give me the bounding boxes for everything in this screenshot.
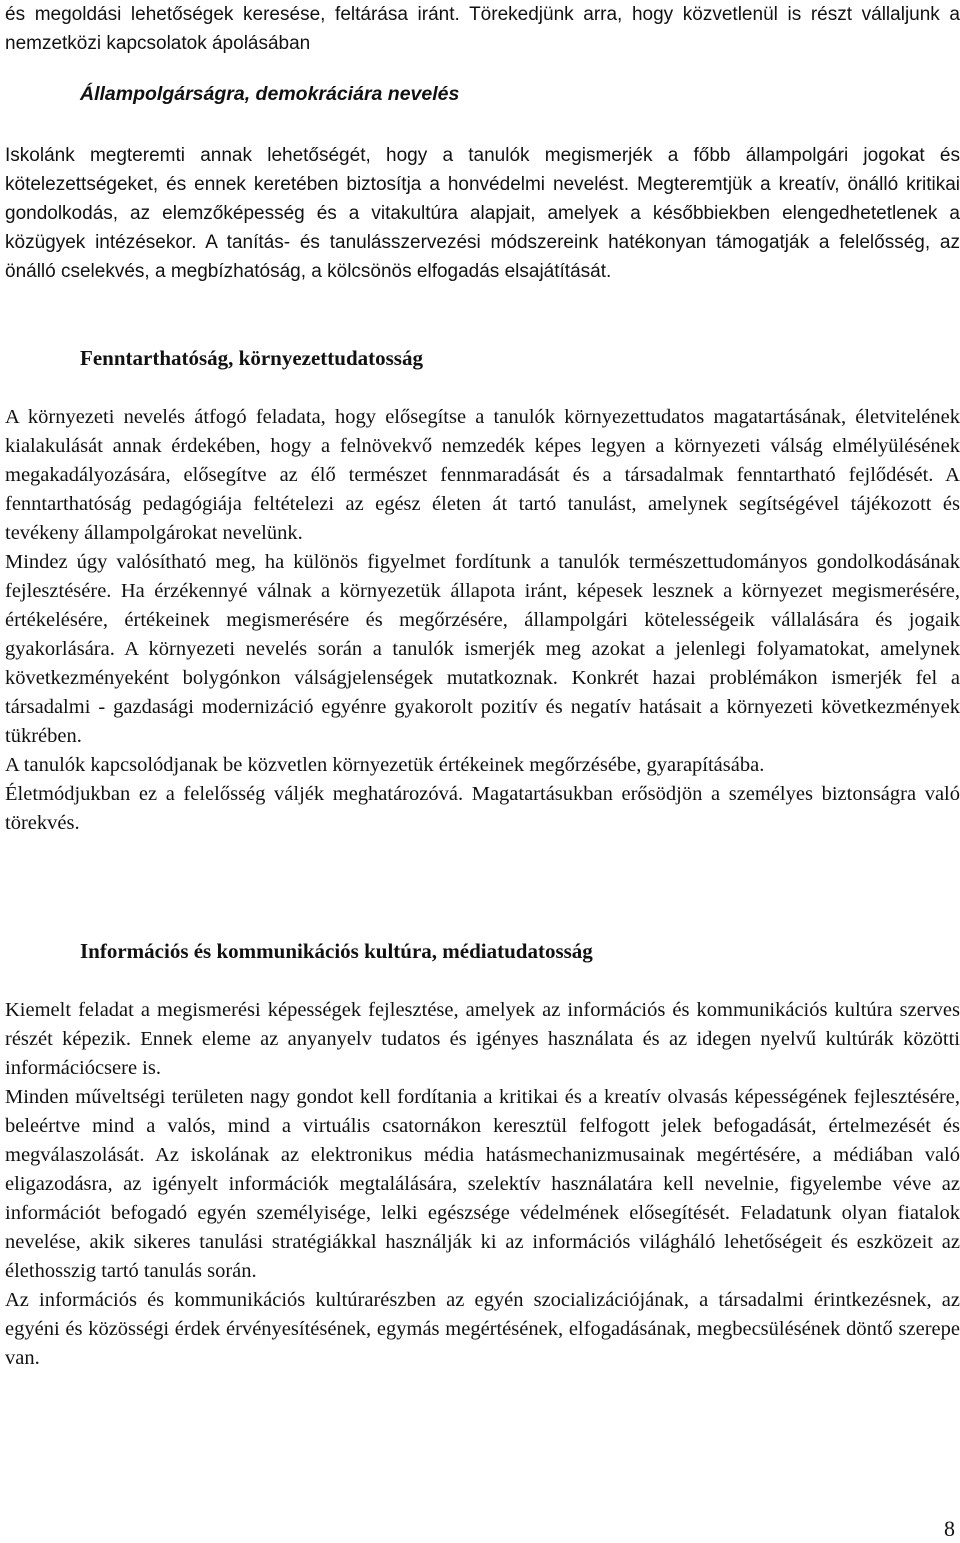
body-paragraph: A tanulók kapcsolódjanak be közvetlen környezetük értékeinek megőrzésébe, gyarapításába. <box>5 754 765 776</box>
section-heading: Fenntarthatóság, környezettudatosság <box>80 346 423 370</box>
body-paragraph: Kiemelt feladat a megismerési képességek fejlesztése, amelyek az információs és kommunikációs kultúra szerves részét képezik. Ennek eleme az anyanyelv tudatos és igényes használata és az idegen nyelvű kultúrák közötti információcsere is. <box>5 999 960 1079</box>
section-citizenship <box>5 83 960 106</box>
section-citizenship-body <box>5 141 960 286</box>
section-sustainability <box>5 346 960 371</box>
body-paragraph: Mindez úgy valósítható meg, ha különös figyelmet fordítunk a tanulók természettudományos gondolkodásának fejlesztésére. Ha érzékennyé válnak a környezetük állapota iránt, képesek lesznek a környezet megismerésére, értékelésére, értékeinek megismerésére és megőrzésére, állampolgári kötelességeik vállalására és jogaik gyakorlására. A környezeti nevelés során a tanulók ismerjék meg azokat a jelenlegi folyamatokat, amelynek következményeként bolygónkon válságjelenségek mutatkoznak. Konkrét hazai problémákon ismerjék fel a társadalmi - gazdasági modernizáció egyénre gyakorolt pozitív és negatív hatásait a környezeti következmények tükrében. <box>5 551 960 747</box>
intro-paragraph: és megoldási lehetőségek keresése, feltárása iránt. Törekedjünk arra, hogy közvetlenül is részt vállaljunk a nemzetközi kapcsolatok ápolásában <box>5 4 960 54</box>
section-sustainability-body <box>5 403 960 838</box>
body-paragraph: Minden műveltségi területen nagy gondot kell fordítania a kritikai és a kreatív olvasás képességének fejlesztésére, beleértve mind a valós, mind a virtuális csatornákon keresztül felfogott jelek befogadását, értelmezését és megválaszolását. Az iskolának az elektronikus média hatásmechanizmusainak megértésére, a médiában való eligazodásra, az igényelt információk megtalálására, szelektív használatára kell nevelnie, figyelembe véve az információt befogadó egyén személyisége, lelki egészsége védelmének elősegítését. Feladatunk olyan fiatalok nevelése, akik sikeres tanulási stratégiákkal használják ki az információs világháló lehetőségeit és eszközeit az élethosszig tartó tanulás során. <box>5 1086 960 1282</box>
body-paragraph: Az információs és kommunikációs kultúrarészben az egyén szocializációjának, a társadalmi érintkezésnek, az egyéni és közösségi érdek érvényesítésének, egymás megértésének, elfogadásának, megbecsülésének döntő szerepe van. <box>5 1289 960 1369</box>
body-paragraph: Életmódjukban ez a felelősség váljék meghatározóvá. Magatartásukban erősödjön a személyes biztonságra való törekvés. <box>5 783 960 834</box>
section-media <box>5 939 960 964</box>
body-paragraph: Iskolánk megteremti annak lehetőségét, hogy a tanulók megismerjék a főbb állampolgári jogokat és kötelezettségeket, és ennek keretében biztosítja a honvédelmi nevelést. Megteremtjük a kreatív, önálló kritikai gondolkodás, az elemzőképesség és a vitakultúra alapjait, amelyek a későbbiekben elengedhetetlenek a közügyek intézésekor. A tanítás- és tanulásszervezési módszereink hatékonyan támogatják a felelősség, az önálló cselekvés, a megbízhatóság, a kölcsönös elfogadás elsajátítását. <box>5 145 960 282</box>
section-heading: Állampolgárságra, demokráciára nevelés <box>80 83 460 105</box>
section-heading: Információs és kommunikációs kultúra, médiatudatosság <box>80 939 593 963</box>
page-number: 8 <box>944 1516 955 1541</box>
section-media-body <box>5 996 960 1373</box>
intro-block <box>5 0 960 58</box>
body-paragraph: A környezeti nevelés átfogó feladata, hogy elősegítse a tanulók környezettudatos magatartásának, életvitelének kialakulását annak érdekében, hogy a felnövekvő nemzedék képes legyen a környezeti válság elmélyülésének megakadályozására, elősegítve az élő természet fennmaradását és a társadalmak fenntartható fejlődését. A fenntarthatóság pedagógiája feltételezi az egész életen át tartó tanulást, amelynek segítségével tájékozott és tevékeny állampolgárokat nevelünk. <box>5 406 960 544</box>
